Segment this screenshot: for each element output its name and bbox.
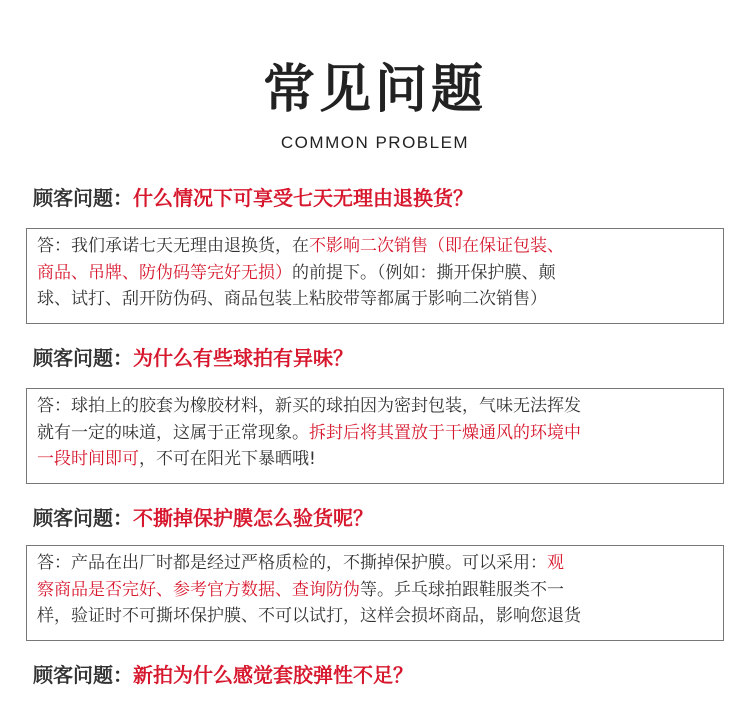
answer-highlight: 察商品是否完好、参考官方数据、查询防伪 [37,579,360,600]
answer-text: 答：我们承诺七天无理由退换货，在 [37,236,309,256]
answer-text: 就有一定的味道，这属于正常现象。 [37,422,309,443]
answer-text: 样，验证时不可撕坏保护膜、不可以试打，这样会损坏商品，影响您退货 [37,606,581,626]
answer-line [37,286,713,313]
answer-text: 球、试打、刮开防伪码、商品包装上粘胶带等都属于影响二次销售） [37,289,547,309]
answer-line [37,446,713,473]
faq-question-2 [33,343,733,373]
question-text: 不撕掉保护膜怎么验货呢？ [133,506,373,530]
answer-line [37,550,713,577]
answer-highlight: 一段时间即可 [37,449,139,469]
answer-line [37,233,713,260]
faq-answer-2 [26,388,724,484]
faq-answer-1 [26,228,724,324]
page-subtitle: COMMON PROBLEM [280,133,470,152]
faq-question-4 [33,660,733,690]
answer-text: 答：产品在出厂时都是经过严格质检的，不撕掉保护膜。可以采用： [37,553,547,573]
answer-text: 的前提下。（例如：撕开保护膜、颠 [292,262,556,283]
question-text: 新拍为什么感觉套胶弹性不足？ [133,663,413,687]
answer-highlight: 观 [547,553,564,573]
page-title: 常见问题 [262,60,487,120]
answer-line [37,420,713,447]
answer-highlight: 不影响二次销售（即在保证包装、 [309,236,564,256]
faq-answer-3 [26,545,724,641]
answer-text: ，不可在阳光下暴晒哦! [139,449,316,469]
answer-highlight: 拆封后将其置放于干燥通风的环境中 [309,422,581,443]
question-label: 顾客问题： [33,346,133,370]
question-label: 顾客问题： [33,506,133,530]
faq-question-1 [33,183,733,213]
answer-line [37,393,713,420]
answer-text: 等。乒乓球拍跟鞋服类不一 [360,579,564,600]
question-text: 什么情况下可享受七天无理由退换货？ [133,186,473,210]
faq-question-3 [33,503,733,533]
question-label: 顾客问题： [33,663,133,687]
question-label: 顾客问题： [33,186,133,210]
answer-line [37,260,713,287]
question-text: 为什么有些球拍有异味？ [133,346,353,370]
answer-highlight: 商品、吊牌、防伪码等完好无损） [37,262,292,283]
answer-line [37,603,713,630]
answer-text: 答：球拍上的胶套为橡胶材料，新买的球拍因为密封包装，气味无法挥发 [37,396,581,416]
answer-line [37,577,713,604]
